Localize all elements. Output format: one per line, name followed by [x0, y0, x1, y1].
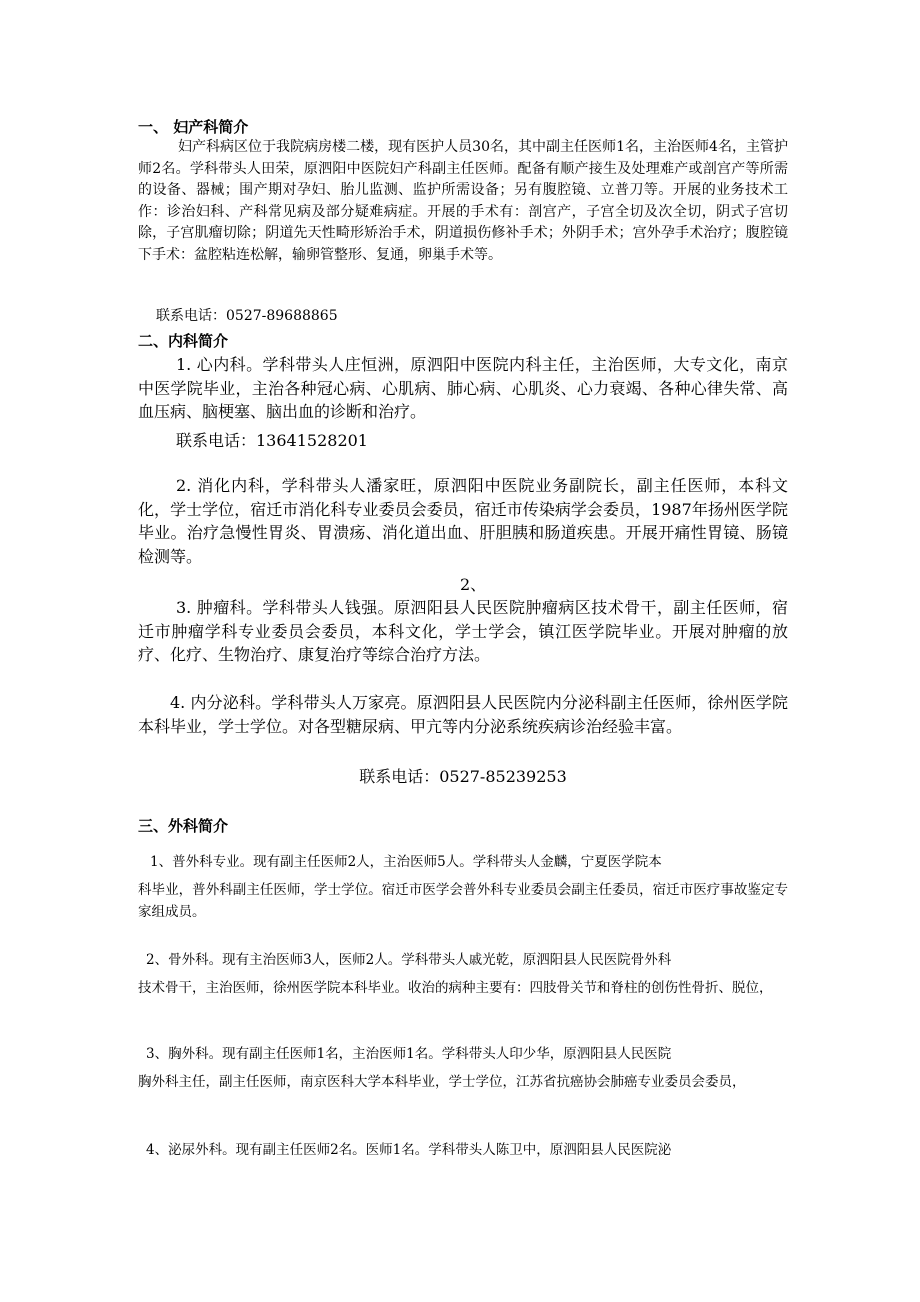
section3-item-4-first: 4、泌尿外科。现有副主任医师2名。医师1名。学科带头人陈卫中，原泗阳县人民医院泌: [146, 1142, 672, 1158]
section3-heading: 三、外科简介: [138, 817, 229, 835]
section2-item4: 4. 内分泌科。学科带头人万家亮。原泗阳县人民医院内分泌科副主任医师，徐州医学院本科毕业，学士学位。对各型糖尿病、甲亢等内分泌系统疾病诊治经验丰富。: [138, 693, 788, 736]
section1-heading: 一、 妇产科简介: [138, 118, 249, 136]
section3-item-1-first: 1、普外科专业。现有副主任医师2人，主治医师5人。学科带头人金麟，宁夏医学院本: [150, 854, 662, 870]
section2-item1: 1. 心内科。学科带头人庄恒洲，原泗阳中医院内科主任，主治医师，大专文化，南京中医学院毕业，主治各种冠心病、心肌病、肺心病、心肌炎、心力衰竭、各种心律失常、高血压病、脑梗塞、脑出血的诊断和治疗。: [138, 355, 788, 421]
section2-heading: 二、内科简介: [138, 332, 229, 350]
section3-item-3: [138, 1037, 788, 1093]
section3-item-4: [138, 1133, 788, 1167]
section1-contact: 联系电话：0527-89688865: [156, 308, 338, 324]
section3-item-2-rest: 技术骨干，主治医师，徐州医学院本科毕业。收治的病种主要有：四肢骨关节和脊柱的创伤性骨折、脱位，: [138, 980, 773, 996]
section2-item1-contact: 联系电话：13641528201: [176, 431, 368, 450]
section2-stray-mark: 2、: [460, 575, 487, 594]
section3-item-1: [138, 845, 788, 923]
section2-item3: 3. 肿瘤科。学科带头人钱强。原泗阳县人民医院肿瘤病区技术骨干，副主任医师，宿迁市肿瘤学科专业委员会委员，本科文化，学士学会，镇江医学院毕业。开展对肿瘤的放疗、化疗、生物治疗、康复治疗等综合治疗方法。: [138, 598, 788, 664]
section3-item-3-rest: 胸外科主任，副主任医师，南京医科大学本科毕业，学士学位，江苏省抗癌协会肺癌专业委员会委员，: [138, 1074, 746, 1090]
section1-body: 妇产科病区位于我院病房楼二楼，现有医护人员30名，其中副主任医师1名，主治医师4名，主管护师2名。学科带头人田荣，原泗阳中医院妇产科副主任医师。配备有顺产接生及处理难产或剖宫产等所需的设备、器械；围产期对孕妇、胎儿监测、监护所需设备；另有腹腔镜、立普刀等。开展的业务技术工作：诊治妇科、产科常见病及部分疑难病症。开展的手术有：剖宫产，子宫全切及次全切，阴式子宫切除，子宫肌瘤切除；阴道先天性畸形矫治手术，阴道损伤修补手术；外阴手术；宫外孕手术治疗；腹腔镜下手术：盆腔粘连松解，输卵管整形、复通，卵巢手术等。: [138, 139, 788, 263]
section3-item-2: [138, 943, 788, 999]
section2-item4-contact: 联系电话：0527-85239253: [359, 767, 567, 786]
section3-item-2-first: 2、骨外科。现有主治医师3人，医师2人。学科带头人戚光乾，原泗阳县人民医院骨外科: [146, 952, 672, 968]
section3-item-3-first: 3、胸外科。现有副主任医师1名，主治医师1名。学科带头人印少华，原泗阳县人民医院: [146, 1046, 672, 1062]
section2-item2: 2. 消化内科，学科带头人潘家旺，原泗阳中医院业务副院长，副主任医师，本科文化，学士学位，宿迁市消化科专业委员会委员，宿迁市传染病学会委员，1987年扬州医学院毕业。治疗急慢性胃炎、胃溃疡、消化道出血、肝胆胰和肠道疾患。开展开痛性胃镜、肠镜检测等。: [138, 476, 788, 566]
section3-item-1-rest: 科毕业，普外科副主任医师，学士学位。宿迁市医学会普外科专业委员会副主任委员，宿迁市医疗事故鉴定专家组成员。: [138, 882, 788, 920]
